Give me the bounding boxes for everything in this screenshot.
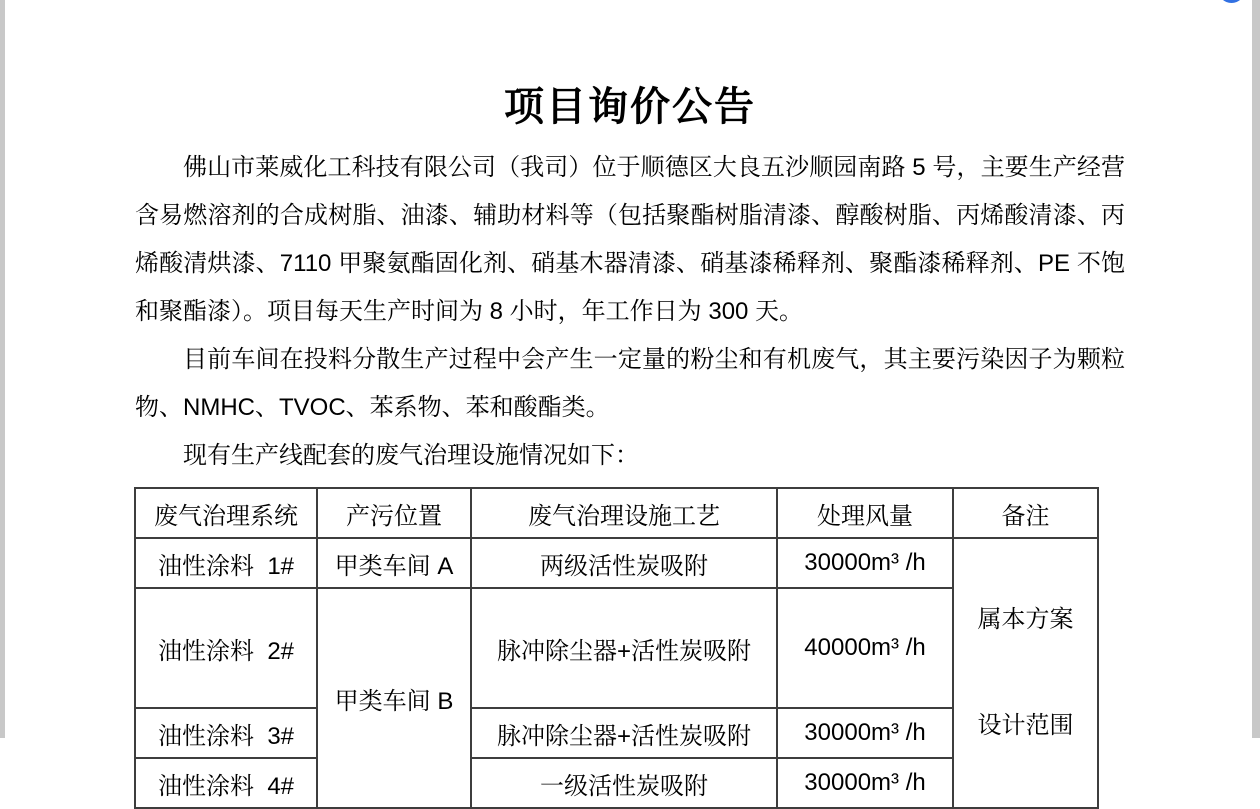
column-header-process: 废气治理设施工艺 bbox=[471, 488, 777, 538]
cell-location-merged: 甲类车间 B bbox=[317, 588, 471, 808]
cell-system: 油性涂料 1# bbox=[135, 538, 317, 588]
cell-system: 油性涂料 2# bbox=[135, 588, 317, 708]
remark-line-2: 设计范围 bbox=[977, 712, 1074, 739]
cell-process: 两级活性炭吸附 bbox=[471, 538, 777, 588]
document-page bbox=[135, 0, 1125, 809]
cell-remark-merged bbox=[953, 538, 1098, 808]
cell-location: 甲类车间 A bbox=[317, 538, 471, 588]
waste-gas-facility-table bbox=[134, 487, 1099, 809]
paragraph-pollutants: 目前车间在投料分散生产过程中会产生一定量的粉尘和有机废气，其主要污染因子为颗粒物、NMHC、TVOC、苯系物、苯和酸酯类。 bbox=[135, 346, 1125, 421]
cell-process: 脉冲除尘器+活性炭吸附 bbox=[471, 588, 777, 708]
remark-line-1: 属本方案 bbox=[977, 606, 1074, 633]
document-title: 项目询价公告 bbox=[504, 84, 756, 129]
column-header-airflow: 处理风量 bbox=[777, 488, 953, 538]
cell-airflow: 30000m³ /h bbox=[777, 758, 953, 808]
table-header-row bbox=[135, 488, 1098, 538]
paragraph-table-lead-in: 现有生产线配套的废气治理设施情况如下： bbox=[183, 442, 639, 469]
canvas-edge-right bbox=[1252, 0, 1260, 738]
canvas-edge-left bbox=[0, 0, 5, 738]
cell-process: 一级活性炭吸附 bbox=[471, 758, 777, 808]
cell-system: 油性涂料 3# bbox=[135, 708, 317, 758]
table-row bbox=[135, 538, 1098, 588]
document-body bbox=[135, 144, 1125, 480]
cell-airflow: 30000m³ /h bbox=[777, 708, 953, 758]
cell-airflow: 30000m³ /h bbox=[777, 538, 953, 588]
column-header-location: 产污位置 bbox=[317, 488, 471, 538]
column-header-system: 废气治理系统 bbox=[135, 488, 317, 538]
cell-system: 油性涂料 4# bbox=[135, 758, 317, 808]
cell-airflow: 40000m³ /h bbox=[777, 588, 953, 708]
column-header-remark: 备注 bbox=[953, 488, 1098, 538]
paragraph-company-intro: 佛山市莱威化工科技有限公司（我司）位于顺德区大良五沙顺园南路 5 号，主要生产经营含易燃溶剂的合成树脂、油漆、辅助材料等（包括聚酯树脂清漆、醇酸树脂、丙烯酸清漆、丙烯酸清烘漆、7110 甲聚氨酯固化剂、硝基木器清漆、硝基漆稀释剂、聚酯漆稀释剂、PE 不饱和聚酯漆）。项目每天生产时间为 8 小时，年工作日为 300 天。 bbox=[135, 154, 1125, 325]
floating-button[interactable] bbox=[1218, 0, 1245, 3]
cell-process: 脉冲除尘器+活性炭吸附 bbox=[471, 708, 777, 758]
